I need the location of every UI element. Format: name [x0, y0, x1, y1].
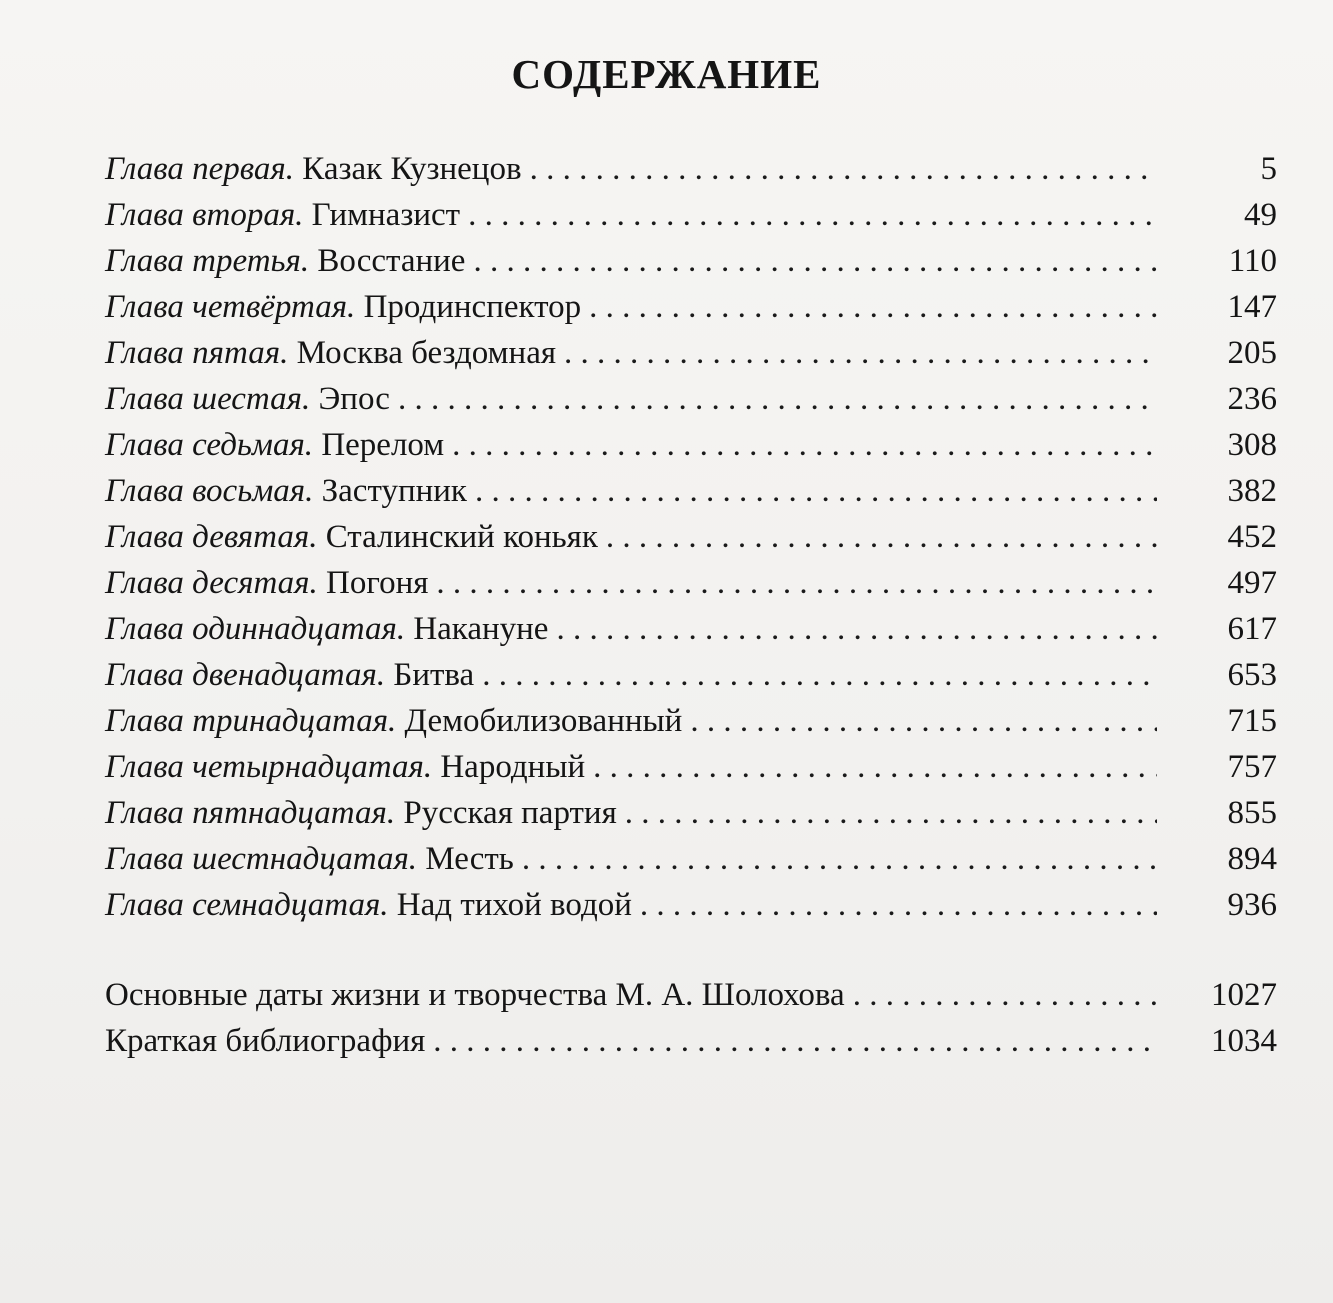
toc-entry-label — [105, 422, 452, 468]
dot-leader — [522, 836, 1157, 882]
toc-entry-label — [105, 972, 853, 1018]
chapter-number: Глава пятнадцатая. — [105, 795, 396, 831]
page-number: 855 — [1227, 795, 1277, 831]
dot-leader — [530, 146, 1157, 192]
toc-chapter-row — [105, 744, 1277, 790]
dot-leader — [593, 744, 1157, 790]
entry-title: Заступник — [321, 473, 467, 509]
toc-appendix-row — [105, 1018, 1277, 1064]
dot-leader — [556, 606, 1157, 652]
chapter-number: Глава восьмая. — [105, 473, 314, 509]
toc-chapter-row — [105, 698, 1277, 744]
toc-entry-label — [105, 330, 564, 376]
toc-entry-label — [105, 606, 556, 652]
toc-chapter-row — [105, 468, 1277, 514]
page-number: 49 — [1244, 197, 1277, 233]
entry-title: Народный — [440, 749, 586, 785]
page-number: 936 — [1227, 887, 1277, 923]
toc-entry-label — [105, 192, 468, 238]
page-number: 110 — [1228, 243, 1277, 279]
toc-chapter-row — [105, 192, 1277, 238]
entry-title: Битва — [393, 657, 475, 693]
toc-chapter-row — [105, 790, 1277, 836]
chapter-number: Глава первая. — [105, 151, 294, 187]
chapter-number: Глава шестнадцатая. — [105, 841, 418, 877]
page-number: 205 — [1227, 335, 1277, 371]
dot-leader — [690, 698, 1157, 744]
toc-chapter-row — [105, 422, 1277, 468]
page-number: 236 — [1227, 381, 1277, 417]
page-number: 653 — [1227, 657, 1277, 693]
toc-entry-label — [105, 652, 482, 698]
toc-entry-label — [105, 284, 589, 330]
entry-title: Сталинский коньяк — [325, 519, 598, 555]
entry-title: Русская партия — [403, 795, 617, 831]
entry-title: Москва бездомная — [296, 335, 557, 371]
chapter-number: Глава двенадцатая. — [105, 657, 386, 693]
entry-title: Перелом — [321, 427, 445, 463]
dot-leader — [475, 468, 1157, 514]
entry-title: Месть — [425, 841, 514, 877]
toc-entry-label — [105, 882, 640, 928]
chapter-number: Глава семнадцатая. — [105, 887, 389, 923]
toc-entry-label — [105, 744, 593, 790]
toc-chapter-row — [105, 330, 1277, 376]
dot-leader — [640, 882, 1157, 928]
chapter-list — [105, 146, 1277, 928]
toc-chapter-row — [105, 514, 1277, 560]
toc-chapter-row — [105, 836, 1277, 882]
toc-entry-label — [105, 514, 606, 560]
chapter-number: Глава десятая. — [105, 565, 318, 601]
toc-entry-label — [105, 238, 473, 284]
dot-leader — [468, 192, 1157, 238]
page-number: 894 — [1227, 841, 1277, 877]
toc-chapter-row — [105, 284, 1277, 330]
table-of-contents — [105, 146, 1277, 1064]
toc-chapter-row — [105, 146, 1277, 192]
toc-chapter-row — [105, 882, 1277, 928]
appendix-list — [105, 972, 1277, 1064]
entry-title: Казак Кузнецов — [302, 151, 522, 187]
chapter-number: Глава третья. — [105, 243, 310, 279]
page-number: 452 — [1227, 519, 1277, 555]
toc-entry-label — [105, 376, 398, 422]
dot-leader — [564, 330, 1157, 376]
chapter-number: Глава седьмая. — [105, 427, 314, 463]
chapter-number: Глава тринадцатая. — [105, 703, 397, 739]
toc-appendix-row — [105, 972, 1277, 1018]
page-number: 757 — [1227, 749, 1277, 785]
chapter-number: Глава вторая. — [105, 197, 304, 233]
toc-entry-label — [105, 146, 530, 192]
page-number: 382 — [1227, 473, 1277, 509]
page-number: 715 — [1227, 703, 1277, 739]
toc-chapter-row — [105, 376, 1277, 422]
page-number: 497 — [1227, 565, 1277, 601]
toc-entry-label — [105, 1018, 433, 1064]
page-number: 147 — [1227, 289, 1277, 325]
entry-title: Накануне — [413, 611, 549, 647]
dot-leader — [398, 376, 1157, 422]
toc-chapter-row — [105, 652, 1277, 698]
dot-leader — [482, 652, 1157, 698]
page-number: 308 — [1227, 427, 1277, 463]
entry-title: Погоня — [326, 565, 429, 601]
page-number: 1027 — [1211, 977, 1277, 1013]
chapter-number: Глава шестая. — [105, 381, 311, 417]
chapter-number: Глава пятая. — [105, 335, 289, 371]
dot-leader — [606, 514, 1157, 560]
chapter-number: Глава одиннадцатая. — [105, 611, 406, 647]
entry-title: Восстание — [317, 243, 466, 279]
entry-title: Эпос — [318, 381, 390, 417]
page-title: СОДЕРЖАНИЕ — [511, 51, 822, 97]
entry-title: Основные даты жизни и творчества М. А. Шолохова — [105, 977, 845, 1013]
dot-leader — [452, 422, 1157, 468]
entry-title: Демобилизованный — [404, 703, 683, 739]
entry-title: Краткая библиография — [105, 1023, 426, 1059]
chapter-number: Глава четвёртая. — [105, 289, 356, 325]
dot-leader — [433, 1018, 1157, 1064]
page-number: 617 — [1227, 611, 1277, 647]
toc-entry-label — [105, 790, 625, 836]
page-number: 5 — [1260, 151, 1277, 187]
toc-entry-label — [105, 836, 522, 882]
section-gap — [105, 928, 1277, 972]
entry-title: Над тихой водой — [396, 887, 632, 923]
dot-leader — [853, 972, 1157, 1018]
dot-leader — [436, 560, 1157, 606]
dot-leader — [473, 238, 1157, 284]
entry-title: Продинспектор — [363, 289, 582, 325]
chapter-number: Глава четырнадцатая. — [105, 749, 433, 785]
dot-leader — [625, 790, 1157, 836]
toc-entry-label — [105, 468, 475, 514]
toc-chapter-row — [105, 606, 1277, 652]
entry-title: Гимназист — [311, 197, 461, 233]
chapter-number: Глава девятая. — [105, 519, 318, 555]
toc-entry-label — [105, 698, 690, 744]
page-number: 1034 — [1211, 1023, 1277, 1059]
toc-chapter-row — [105, 238, 1277, 284]
toc-chapter-row — [105, 560, 1277, 606]
dot-leader — [589, 284, 1157, 330]
toc-entry-label — [105, 560, 436, 606]
